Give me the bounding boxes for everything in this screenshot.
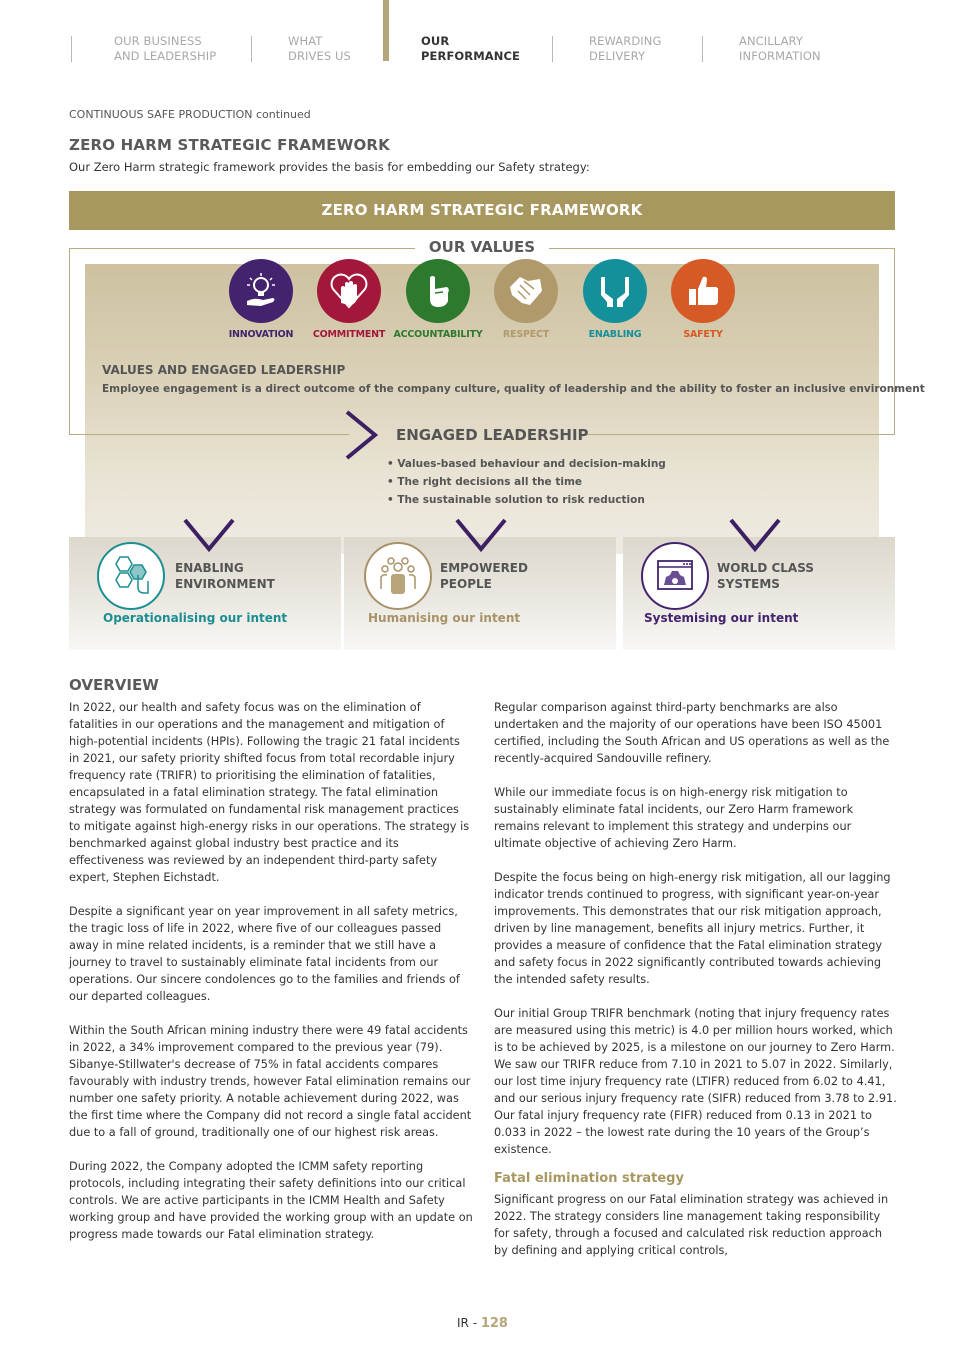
frame-line [583,434,895,435]
paragraph: During 2022, the Company adopted the ICMM safety reporting protocols, including integrating their safety definitions into our critical controls. We are active participants in the ICMM Health and Safety working group and have provided the working group with an update on progress made towards our Fatal elimination strategy. [69,1160,473,1241]
nav-item-rewarding-delivery[interactable] [589,34,662,64]
value-safety [658,259,748,340]
pointing-finger-icon [406,259,470,323]
people-group-icon [364,542,432,610]
pillar-title-line: SYSTEMS [717,577,780,591]
engaged-leadership-list [387,455,666,509]
pillar-title-line: PEOPLE [440,577,492,591]
value-label: COMMITMENT [312,329,386,340]
pillar-title-line: ENVIRONMENT [175,577,275,591]
chevron-right-icon [343,410,379,464]
value-label: INNOVATION [228,329,294,340]
pillar-title-line: EMPOWERED [440,561,528,575]
nav-label: PERFORMANCE [421,49,520,63]
value-respect [481,259,571,340]
paragraph: Regular comparison against third-party benchmarks are also undertaken and the majority of our operations have been ISO 45001 certified, including the South African and US operations as well as the recently-acquired Sandouville refinery. [494,701,890,765]
nav-label: OUR BUSINESS [114,34,202,48]
chevron-down-icon [729,518,781,556]
pillar-subtitle: Humanising our intent [368,611,521,625]
hexagon-hand-icon [97,542,165,610]
value-accountability [393,259,483,340]
nav-label: INFORMATION [739,49,821,63]
value-commitment [304,259,394,340]
nav-label: WHAT [288,34,323,48]
lightbulb-hand-icon [229,259,293,323]
framework-banner: ZERO HARM STRATEGIC FRAMEWORK [69,191,895,230]
paragraph: Our initial Group TRIFR benchmark (noting that injury frequency rates are measured using this metric) is 4.0 per million hours worked, which is to be achieved by 2025, is a milestone on our journey to Zero Harm. We saw our TRIFR reduce from 7.10 in 2021 to 5.07 in 2022. Similarly, our lost time injury frequency rate (LTIFR) reduced from 6.02 to 4.41, and our serious injury frequency rate (SIFR) reduced from 3.78 to 2.91. Our fatal injury frequency rate (FIFR) reduced from 0.13 in 2021 to 0.033 in 2022 – the lowest rate during the 10 years of the Group’s existence. [494,1007,897,1156]
open-hands-icon [583,259,647,323]
paragraph: Despite the focus being on high-energy risk mitigation, all our lagging indicator trends continued to progress, with significant year-on-year improvements. This demonstrates that our risk mitigation approach, driven by line management, benefits all injury metrics. Further, it provides a measure of confidence that the Fatal elimination strategy and safety focus in 2022 significantly contributed towards achieving the intended safety results. [494,871,891,986]
nav-separator [71,36,72,62]
list-item: • The right decisions all the time [387,476,583,488]
thumbs-up-icon [671,259,735,323]
section-kicker: CONTINUOUS SAFE PRODUCTION continued [69,108,311,121]
values-engaged-text: Employee engagement is a direct outcome of the company culture, quality of leadership and the ability to foster an inclusive environment [102,383,925,395]
overview-title: OVERVIEW [69,676,159,694]
values-engaged-title: VALUES AND ENGAGED LEADERSHIP [102,363,346,377]
pillar-title [440,560,528,592]
values-title: OUR VALUES [428,238,536,256]
value-enabling [570,259,660,340]
value-label: ACCOUNTABILITY [393,329,483,340]
pillar-title [175,560,275,592]
nav-label: AND LEADERSHIP [114,49,217,63]
section-nav [0,0,965,80]
page-number: 128 [480,1316,508,1331]
chevron-down-icon [455,518,507,556]
frame-line [69,434,349,435]
list-item: • Values-based behaviour and decision-making [387,458,666,470]
paragraph: In 2022, our health and safety focus was on the elimination of fatalities in our operations and the management and mitigation of high-potential incidents (HPIs). Following the tragic 21 fatal incidents in 2021, our safety priority shifted focus from total recordable injury frequency rate (TRIFR) to prioritising the elimination of fatalities, encapsulated in a fatal elimination strategy. The fatal elimination strategy was formulated on fundamental risk management practices to mitigate against high-energy risks in our operations. The strategy is benchmarked against global industry best practice and its effectiveness was reviewed by an independent third-party safety expert, Stephen Eichstadt. [69,701,470,884]
section-intro: Our Zero Harm strategic framework provides the basis for embedding our Safety strategy: [69,160,590,174]
nav-item-what-drives-us[interactable] [288,34,351,64]
nav-item-ancillary-information[interactable] [739,34,821,64]
value-label: SAFETY [683,329,723,340]
pillar-title-line: WORLD CLASS [717,561,814,575]
value-innovation [216,259,306,340]
pillar-title [717,560,814,592]
nav-separator [552,36,553,62]
pillar-subtitle: Operationalising our intent [103,611,288,625]
engaged-leadership-title: ENGAGED LEADERSHIP [396,426,589,444]
section-title: ZERO HARM STRATEGIC FRAMEWORK [69,136,390,154]
frame-line [549,248,895,249]
nav-separator [251,36,252,62]
value-label: ENABLING [588,329,642,340]
paragraph: Despite a significant year on year improvement in all safety metrics, the tragic loss of life in 2022, where five of our colleagues passed away in mine related incidents, is a reminder that we still have a journey to travel to sustainably eliminate fatal incidents from our operations. Our sincere condolences go to the families and friends of our departed colleagues. [69,905,460,1003]
list-item: • The sustainable solution to risk reduction [387,494,645,506]
pillar-subtitle: Systemising our intent [644,611,799,625]
value-label: RESPECT [502,329,550,340]
nav-label: ANCILLARY [739,34,804,48]
nav-label: OUR [421,34,450,48]
nav-label: REWARDING [589,34,662,48]
overview-right-column [494,699,898,1276]
handshake-icon [494,259,558,323]
paragraph: Significant progress on our Fatal elimination strategy was achieved in 2022. The strategy considers line management taking responsibility for safety, through a focused and calculated risk reduction approach by defining and applying critical controls, [494,1193,889,1257]
paragraph: Within the South African mining industry there were 49 fatal accidents in 2022, a 34% improvement compared to the previous year (79). Sibanye-Stillwater's decrease of 75% in fatal accidents compares favourably with industry trends, however Fatal elimination remains our number one safety priority. A notable achievement during 2022, was the first time where the Company did not record a single fatal accident due to a fall of ground, traditionally one of our highest risk areas. [69,1024,472,1139]
paragraph: While our immediate focus is on high-energy risk mitigation to sustainably eliminate fatal incidents, our Zero Harm framework remains relevant to implement this strategy and underpins our ultimate objective of achieving Zero Harm. [494,786,854,850]
nav-separator [702,36,703,62]
overview-left-column [69,699,473,1260]
frame-line [69,248,415,249]
nav-item-our-business[interactable] [114,34,216,64]
fatal-elimination-heading: Fatal elimination strategy [494,1171,684,1186]
chevron-down-icon [183,518,235,556]
page-footer [0,1316,965,1331]
heart-hand-icon [317,259,381,323]
nav-label: DRIVES US [288,49,351,63]
window-gear-icon [641,542,709,610]
nav-active-indicator [383,0,389,61]
nav-label: DELIVERY [589,49,646,63]
nav-item-our-performance[interactable] [421,34,520,64]
pillar-title-line: ENABLING [175,561,244,575]
report-prefix: IR - [457,1316,481,1330]
